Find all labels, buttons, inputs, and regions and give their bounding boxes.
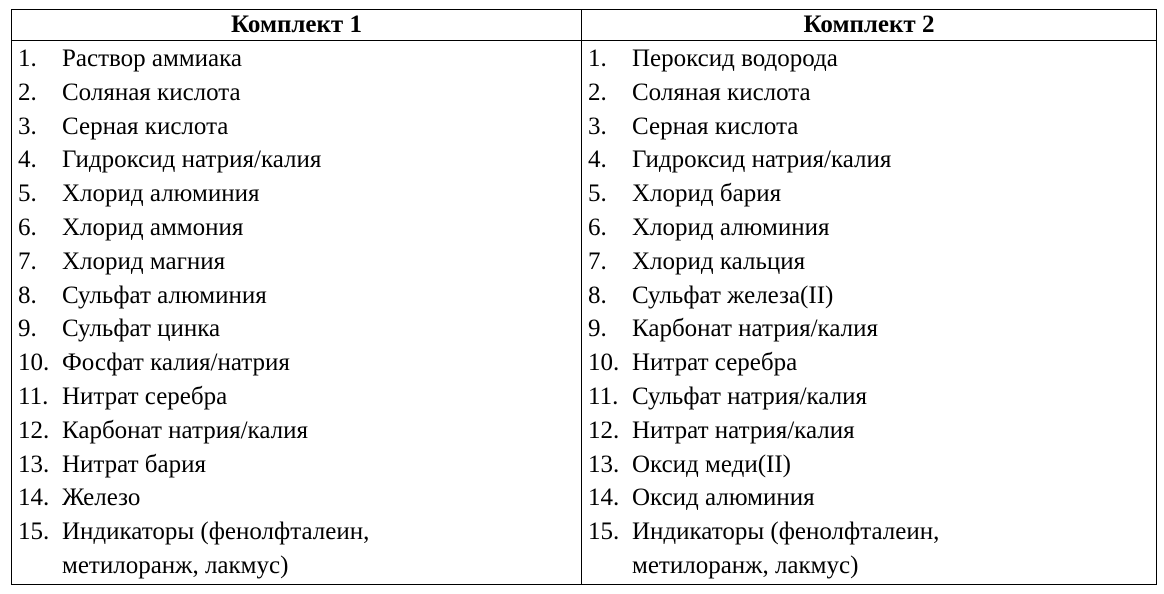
list-item xyxy=(18,76,581,110)
list-item xyxy=(588,346,1156,380)
item-text: Гидроксид натрия/калия xyxy=(62,146,322,174)
list-item xyxy=(18,346,581,380)
item-text: Нитрат натрия/калия xyxy=(632,416,855,444)
item-number: 15. xyxy=(18,518,50,546)
kit2-cell xyxy=(582,41,1157,585)
content-row xyxy=(12,41,1157,585)
kit1-cell xyxy=(12,41,582,585)
item-text: Сульфат алюминия xyxy=(62,281,267,309)
item-text: Хлорид аммония xyxy=(62,213,244,241)
item-text: Соляная кислота xyxy=(62,78,241,106)
item-text: Хлорид бария xyxy=(632,180,782,208)
list-item xyxy=(18,481,581,515)
item-text: Фосфат калия/натрия xyxy=(62,349,290,377)
item-text: Хлорид магния xyxy=(62,247,226,275)
item-number: 1. xyxy=(18,45,37,72)
item-number: 7. xyxy=(588,247,607,275)
item-number: 15. xyxy=(588,518,620,546)
item-text: Нитрат серебра xyxy=(632,349,798,377)
list-item xyxy=(588,245,1156,279)
list-item xyxy=(18,245,581,279)
item-number: 10. xyxy=(588,349,620,377)
list-item xyxy=(18,143,581,177)
item-text: Хлорид алюминия xyxy=(62,180,260,208)
kit2-header: Комплект 2 xyxy=(582,10,1157,41)
kit1-header: Комплект 1 xyxy=(12,10,582,41)
item-number: 8. xyxy=(18,281,37,309)
item-text: Соляная кислота xyxy=(632,78,811,106)
item-number: 9. xyxy=(588,315,607,343)
item-number: 3. xyxy=(588,112,607,140)
item-text: Железо xyxy=(62,484,141,512)
list-item xyxy=(18,279,581,313)
item-number: 6. xyxy=(588,213,607,241)
item-text: Раствор аммиака xyxy=(62,45,242,72)
list-item xyxy=(18,42,581,76)
item-text: Оксид меди(II) xyxy=(632,450,792,478)
list-item xyxy=(588,312,1156,346)
list-item xyxy=(588,76,1156,110)
item-number: 10. xyxy=(18,349,50,377)
list-item xyxy=(588,515,1156,583)
item-number: 6. xyxy=(18,213,37,241)
item-number: 7. xyxy=(18,247,37,275)
item-number: 3. xyxy=(18,112,37,140)
item-text: Индикаторы (фенолфталеин, метилоранж, лакмус) xyxy=(632,518,940,579)
item-number: 9. xyxy=(18,315,37,343)
item-number: 4. xyxy=(18,146,37,174)
header-row xyxy=(12,10,1157,41)
list-item xyxy=(588,211,1156,245)
item-text: Карбонат натрия/калия xyxy=(62,416,308,444)
list-item xyxy=(18,110,581,144)
item-text: Сульфат цинка xyxy=(62,315,221,343)
item-number: 14. xyxy=(18,484,50,512)
item-text: Карбонат натрия/калия xyxy=(632,315,878,343)
item-number: 1. xyxy=(588,45,607,72)
list-item xyxy=(18,515,581,583)
list-item xyxy=(588,448,1156,482)
list-item xyxy=(588,414,1156,448)
item-text: Индикаторы (фенолфталеин, метилоранж, лакмус) xyxy=(62,518,370,579)
list-item xyxy=(18,414,581,448)
item-number: 11. xyxy=(18,382,49,410)
list-item xyxy=(18,312,581,346)
item-text: Сульфат железа(II) xyxy=(632,281,834,309)
list-item xyxy=(588,143,1156,177)
item-text: Серная кислота xyxy=(632,112,799,140)
item-number: 2. xyxy=(588,78,607,106)
list-item xyxy=(588,110,1156,144)
list-item xyxy=(588,380,1156,414)
item-number: 4. xyxy=(588,146,607,174)
kit1-list xyxy=(12,41,581,583)
item-text: Хлорид кальция xyxy=(632,247,806,275)
kit2-list xyxy=(582,41,1156,583)
item-number: 14. xyxy=(588,484,620,512)
item-text: Нитрат серебра xyxy=(62,382,228,410)
list-item xyxy=(18,380,581,414)
list-item xyxy=(18,211,581,245)
item-text: Серная кислота xyxy=(62,112,229,140)
item-number: 13. xyxy=(588,450,620,478)
item-number: 12. xyxy=(588,416,620,444)
item-number: 2. xyxy=(18,78,37,106)
item-text: Хлорид алюминия xyxy=(632,213,830,241)
item-number: 12. xyxy=(18,416,50,444)
list-item xyxy=(588,177,1156,211)
list-item xyxy=(18,448,581,482)
list-item xyxy=(588,481,1156,515)
list-item xyxy=(588,279,1156,313)
item-text: Сульфат натрия/калия xyxy=(632,382,867,410)
item-number: 5. xyxy=(18,180,37,208)
item-text: Гидроксид натрия/калия xyxy=(632,146,892,174)
item-text: Оксид алюминия xyxy=(632,484,815,512)
item-text: Нитрат бария xyxy=(62,450,206,478)
item-number: 5. xyxy=(588,180,607,208)
item-number: 8. xyxy=(588,281,607,309)
item-number: 11. xyxy=(588,382,619,410)
reagent-kits-table xyxy=(11,9,1157,585)
list-item xyxy=(18,177,581,211)
item-number: 13. xyxy=(18,450,50,478)
item-text: Пероксид водорода xyxy=(632,45,838,72)
list-item xyxy=(588,42,1156,76)
